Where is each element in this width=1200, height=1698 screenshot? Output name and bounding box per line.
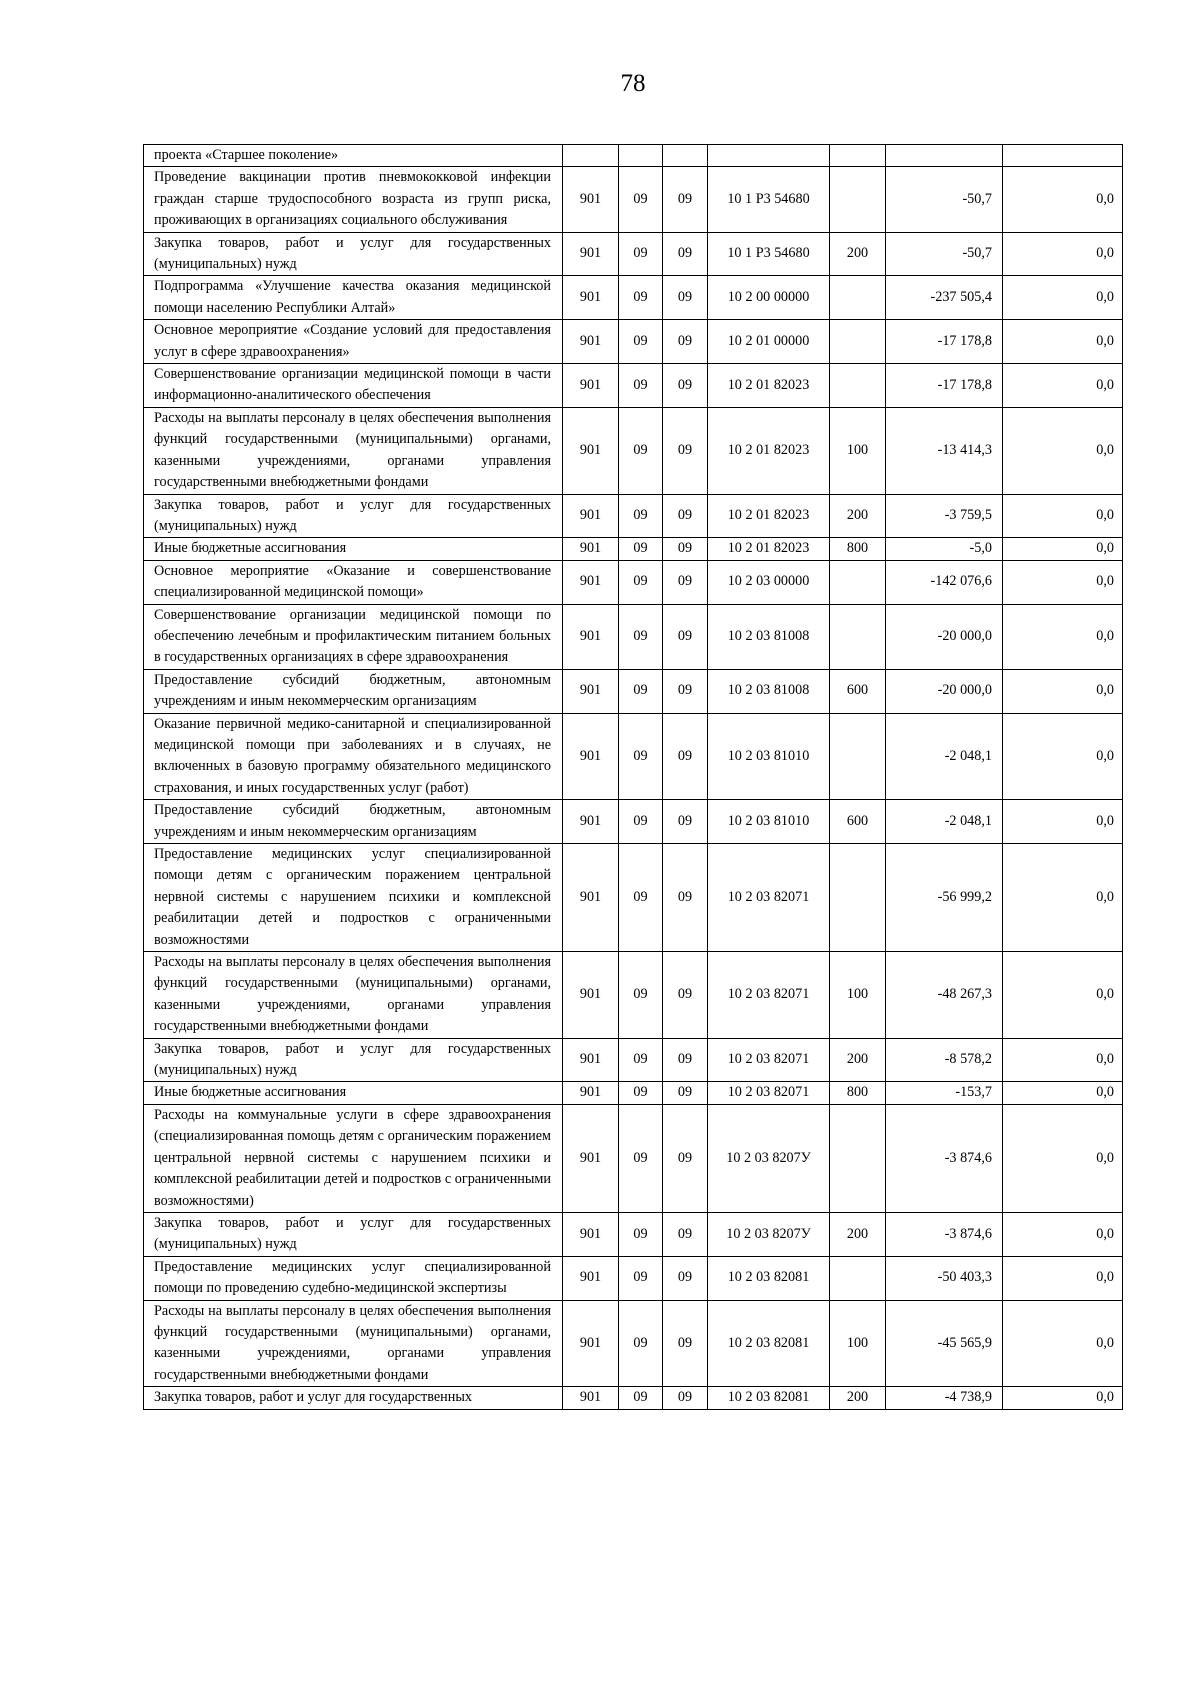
subsection-code: 09 (663, 407, 708, 494)
expense-type-code (830, 560, 886, 604)
row-description: Предоставление медицинских услуг специализированной помощи детям с органическим поражением центральной нервной системы с нарушением психики и комплексной реабилитации детей и подростков с ограниченными возможностями (144, 844, 563, 952)
section-code: 09 (619, 494, 663, 538)
expense-type-code: 100 (830, 952, 886, 1039)
sum-current-year: -3 874,6 (886, 1212, 1003, 1256)
ministry-code: 901 (563, 800, 619, 844)
ministry-code: 901 (563, 1300, 619, 1387)
expense-type-code: 800 (830, 538, 886, 560)
section-code: 09 (619, 1300, 663, 1387)
target-article-code: 10 2 03 81008 (708, 669, 830, 713)
target-article-code (708, 145, 830, 167)
ministry-code: 901 (563, 232, 619, 276)
expense-type-code: 100 (830, 407, 886, 494)
ministry-code: 901 (563, 538, 619, 560)
expense-type-code: 100 (830, 1300, 886, 1387)
expense-type-code (830, 844, 886, 952)
ministry-code: 901 (563, 320, 619, 364)
table-row (144, 167, 1123, 232)
ministry-code: 901 (563, 1038, 619, 1082)
section-code: 09 (619, 167, 663, 232)
table-row (144, 145, 1123, 167)
table-body (144, 145, 1123, 1410)
table-row (144, 1387, 1123, 1409)
subsection-code: 09 (663, 952, 708, 1039)
ministry-code: 901 (563, 167, 619, 232)
expense-type-code (830, 167, 886, 232)
target-article-code: 10 2 03 81010 (708, 713, 830, 800)
ministry-code: 901 (563, 1104, 619, 1212)
ministry-code: 901 (563, 1256, 619, 1300)
sum-current-year: -50,7 (886, 167, 1003, 232)
row-description: Подпрограмма «Улучшение качества оказания медицинской помощи населению Республики Алтай» (144, 276, 563, 320)
target-article-code: 10 2 03 82071 (708, 952, 830, 1039)
expense-type-code: 200 (830, 1387, 886, 1409)
ministry-code: 901 (563, 560, 619, 604)
sum-next-year: 0,0 (1003, 669, 1123, 713)
target-article-code: 10 2 03 00000 (708, 560, 830, 604)
row-description: Основное мероприятие «Создание условий для предоставления услуг в сфере здравоохранения» (144, 320, 563, 364)
table-row (144, 1104, 1123, 1212)
sum-next-year: 0,0 (1003, 1212, 1123, 1256)
subsection-code: 09 (663, 538, 708, 560)
sum-current-year (886, 145, 1003, 167)
table-row (144, 713, 1123, 800)
sum-next-year: 0,0 (1003, 320, 1123, 364)
table-row (144, 494, 1123, 538)
sum-next-year: 0,0 (1003, 167, 1123, 232)
subsection-code: 09 (663, 800, 708, 844)
section-code: 09 (619, 560, 663, 604)
ministry-code (563, 145, 619, 167)
sum-current-year: -3 759,5 (886, 494, 1003, 538)
expense-type-code (830, 1104, 886, 1212)
sum-next-year: 0,0 (1003, 1387, 1123, 1409)
target-article-code: 10 2 03 82081 (708, 1300, 830, 1387)
table-row (144, 560, 1123, 604)
subsection-code: 09 (663, 713, 708, 800)
target-article-code: 10 2 01 82023 (708, 494, 830, 538)
section-code: 09 (619, 713, 663, 800)
section-code: 09 (619, 1104, 663, 1212)
target-article-code: 10 2 03 82071 (708, 1038, 830, 1082)
target-article-code: 10 2 03 82071 (708, 1082, 830, 1104)
sum-current-year: -50 403,3 (886, 1256, 1003, 1300)
table-row (144, 669, 1123, 713)
target-article-code: 10 2 01 82023 (708, 538, 830, 560)
sum-current-year: -56 999,2 (886, 844, 1003, 952)
section-code: 09 (619, 364, 663, 408)
row-description: Проведение вакцинации против пневмококковой инфекции граждан старше трудоспособного возраста из групп риска, проживающих в организациях социального обслуживания (144, 167, 563, 232)
subsection-code: 09 (663, 1387, 708, 1409)
subsection-code: 09 (663, 604, 708, 669)
expense-type-code: 200 (830, 232, 886, 276)
sum-current-year: -20 000,0 (886, 604, 1003, 669)
target-article-code: 10 2 03 81010 (708, 800, 830, 844)
expense-type-code: 600 (830, 669, 886, 713)
row-description: Иные бюджетные ассигнования (144, 538, 563, 560)
table-row (144, 232, 1123, 276)
section-code: 09 (619, 1212, 663, 1256)
section-code: 09 (619, 604, 663, 669)
ministry-code: 901 (563, 1387, 619, 1409)
row-description: Расходы на выплаты персоналу в целях обеспечения выполнения функций государственными (муниципальными) органами, казенными учреждениями, органами управления государственными внебюджетными фондами (144, 952, 563, 1039)
sum-current-year: -2 048,1 (886, 713, 1003, 800)
row-description: проекта «Старшее поколение» (144, 145, 563, 167)
sum-current-year: -13 414,3 (886, 407, 1003, 494)
sum-next-year: 0,0 (1003, 560, 1123, 604)
sum-next-year: 0,0 (1003, 952, 1123, 1039)
table-row (144, 407, 1123, 494)
subsection-code: 09 (663, 560, 708, 604)
table-row (144, 538, 1123, 560)
sum-current-year: -142 076,6 (886, 560, 1003, 604)
sum-next-year: 0,0 (1003, 713, 1123, 800)
ministry-code: 901 (563, 1082, 619, 1104)
expense-type-code: 600 (830, 800, 886, 844)
sum-next-year: 0,0 (1003, 276, 1123, 320)
expense-type-code (830, 1256, 886, 1300)
subsection-code: 09 (663, 167, 708, 232)
subsection-code: 09 (663, 494, 708, 538)
section-code: 09 (619, 844, 663, 952)
section-code: 09 (619, 276, 663, 320)
table-row (144, 952, 1123, 1039)
sum-next-year (1003, 145, 1123, 167)
ministry-code: 901 (563, 494, 619, 538)
subsection-code: 09 (663, 232, 708, 276)
subsection-code: 09 (663, 1212, 708, 1256)
ministry-code: 901 (563, 407, 619, 494)
sum-current-year: -4 738,9 (886, 1387, 1003, 1409)
subsection-code: 09 (663, 844, 708, 952)
sum-next-year: 0,0 (1003, 538, 1123, 560)
row-description: Предоставление медицинских услуг специализированной помощи по проведению судебно-медицинской экспертизы (144, 1256, 563, 1300)
sum-current-year: -48 267,3 (886, 952, 1003, 1039)
sum-current-year: -3 874,6 (886, 1104, 1003, 1212)
target-article-code: 10 2 03 8207У (708, 1104, 830, 1212)
subsection-code: 09 (663, 1104, 708, 1212)
subsection-code: 09 (663, 320, 708, 364)
sum-next-year: 0,0 (1003, 800, 1123, 844)
subsection-code: 09 (663, 1256, 708, 1300)
sum-next-year: 0,0 (1003, 364, 1123, 408)
row-description: Закупка товаров, работ и услуг для государственных (муниципальных) нужд (144, 232, 563, 276)
expense-type-code (830, 364, 886, 408)
target-article-code: 10 2 00 00000 (708, 276, 830, 320)
section-code: 09 (619, 669, 663, 713)
expense-type-code: 800 (830, 1082, 886, 1104)
expense-type-code (830, 713, 886, 800)
section-code: 09 (619, 1038, 663, 1082)
ministry-code: 901 (563, 669, 619, 713)
target-article-code: 10 2 03 82081 (708, 1387, 830, 1409)
sum-current-year: -45 565,9 (886, 1300, 1003, 1387)
expense-type-code: 200 (830, 494, 886, 538)
expense-type-code (830, 145, 886, 167)
sum-next-year: 0,0 (1003, 232, 1123, 276)
sum-next-year: 0,0 (1003, 1082, 1123, 1104)
target-article-code: 10 1 P3 54680 (708, 167, 830, 232)
target-article-code: 10 1 P3 54680 (708, 232, 830, 276)
ministry-code: 901 (563, 364, 619, 408)
sum-current-year: -17 178,8 (886, 320, 1003, 364)
sum-current-year: -237 505,4 (886, 276, 1003, 320)
target-article-code: 10 2 03 81008 (708, 604, 830, 669)
row-description: Закупка товаров, работ и услуг для государственных (муниципальных) нужд (144, 1212, 563, 1256)
sum-next-year: 0,0 (1003, 1300, 1123, 1387)
section-code (619, 145, 663, 167)
subsection-code: 09 (663, 1082, 708, 1104)
target-article-code: 10 2 03 82071 (708, 844, 830, 952)
section-code: 09 (619, 232, 663, 276)
sum-current-year: -17 178,8 (886, 364, 1003, 408)
sum-next-year: 0,0 (1003, 604, 1123, 669)
budget-table (143, 144, 1123, 1410)
ministry-code: 901 (563, 844, 619, 952)
row-description: Совершенствование организации медицинской помощи по обеспечению лечебным и профилактическим питанием больных в государственных организациях в сфере здравоохранения (144, 604, 563, 669)
table-row (144, 1038, 1123, 1082)
subsection-code: 09 (663, 276, 708, 320)
sum-current-year: -5,0 (886, 538, 1003, 560)
ministry-code: 901 (563, 604, 619, 669)
table-row (144, 1300, 1123, 1387)
row-description: Предоставление субсидий бюджетным, автономным учреждениям и иным некоммерческим организациям (144, 800, 563, 844)
expense-type-code (830, 276, 886, 320)
page-number: 78 (620, 70, 646, 97)
row-description: Расходы на выплаты персоналу в целях обеспечения выполнения функций государственными (муниципальными) органами, казенными учреждениями, органами управления государственными внебюджетными фондами (144, 407, 563, 494)
ministry-code: 901 (563, 276, 619, 320)
table-row (144, 1256, 1123, 1300)
expense-type-code: 200 (830, 1038, 886, 1082)
table-row (144, 1082, 1123, 1104)
section-code: 09 (619, 407, 663, 494)
subsection-code: 09 (663, 1038, 708, 1082)
sum-current-year: -50,7 (886, 232, 1003, 276)
table-row (144, 1212, 1123, 1256)
section-code: 09 (619, 1387, 663, 1409)
table-row (144, 844, 1123, 952)
ministry-code: 901 (563, 1212, 619, 1256)
target-article-code: 10 2 03 8207У (708, 1212, 830, 1256)
table-row (144, 276, 1123, 320)
sum-next-year: 0,0 (1003, 1038, 1123, 1082)
row-description: Совершенствование организации медицинской помощи в части информационно-аналитического обеспечения (144, 364, 563, 408)
ministry-code: 901 (563, 952, 619, 1039)
sum-next-year: 0,0 (1003, 1104, 1123, 1212)
target-article-code: 10 2 03 82081 (708, 1256, 830, 1300)
row-description: Предоставление субсидий бюджетным, автономным учреждениям и иным некоммерческим организациям (144, 669, 563, 713)
sum-next-year: 0,0 (1003, 1256, 1123, 1300)
target-article-code: 10 2 01 00000 (708, 320, 830, 364)
expense-type-code: 200 (830, 1212, 886, 1256)
row-description: Закупка товаров, работ и услуг для государственных (144, 1387, 563, 1409)
table-row (144, 320, 1123, 364)
subsection-code (663, 145, 708, 167)
section-code: 09 (619, 952, 663, 1039)
row-description: Закупка товаров, работ и услуг для государственных (муниципальных) нужд (144, 1038, 563, 1082)
section-code: 09 (619, 1082, 663, 1104)
section-code: 09 (619, 1256, 663, 1300)
section-code: 09 (619, 800, 663, 844)
subsection-code: 09 (663, 364, 708, 408)
table-row (144, 604, 1123, 669)
sum-next-year: 0,0 (1003, 844, 1123, 952)
row-description: Закупка товаров, работ и услуг для государственных (муниципальных) нужд (144, 494, 563, 538)
sum-current-year: -153,7 (886, 1082, 1003, 1104)
sum-current-year: -2 048,1 (886, 800, 1003, 844)
row-description: Основное мероприятие «Оказание и совершенствование специализированной медицинской помощи» (144, 560, 563, 604)
subsection-code: 09 (663, 1300, 708, 1387)
row-description: Расходы на выплаты персоналу в целях обеспечения выполнения функций государственными (муниципальными) органами, казенными учреждениями, органами управления государственными внебюджетными фондами (144, 1300, 563, 1387)
subsection-code: 09 (663, 669, 708, 713)
row-description: Оказание первичной медико-санитарной и специализированной медицинской помощи при заболеваниях и в случаях, не включенных в базовую программу обязательного медицинского страхования, и иных государственных услуг (работ) (144, 713, 563, 800)
sum-current-year: -8 578,2 (886, 1038, 1003, 1082)
section-code: 09 (619, 538, 663, 560)
row-description: Расходы на коммунальные услуги в сфере здравоохранения (специализированная помощь детям с органическим поражением центральной нервной системы с нарушением психики и комплексной реабилитации детей и подростков с ограниченными возможностями) (144, 1104, 563, 1212)
ministry-code: 901 (563, 713, 619, 800)
expense-type-code (830, 320, 886, 364)
expense-type-code (830, 604, 886, 669)
row-description: Иные бюджетные ассигнования (144, 1082, 563, 1104)
target-article-code: 10 2 01 82023 (708, 364, 830, 408)
section-code: 09 (619, 320, 663, 364)
sum-next-year: 0,0 (1003, 407, 1123, 494)
table-row (144, 800, 1123, 844)
target-article-code: 10 2 01 82023 (708, 407, 830, 494)
sum-current-year: -20 000,0 (886, 669, 1003, 713)
sum-next-year: 0,0 (1003, 494, 1123, 538)
table-row (144, 364, 1123, 408)
